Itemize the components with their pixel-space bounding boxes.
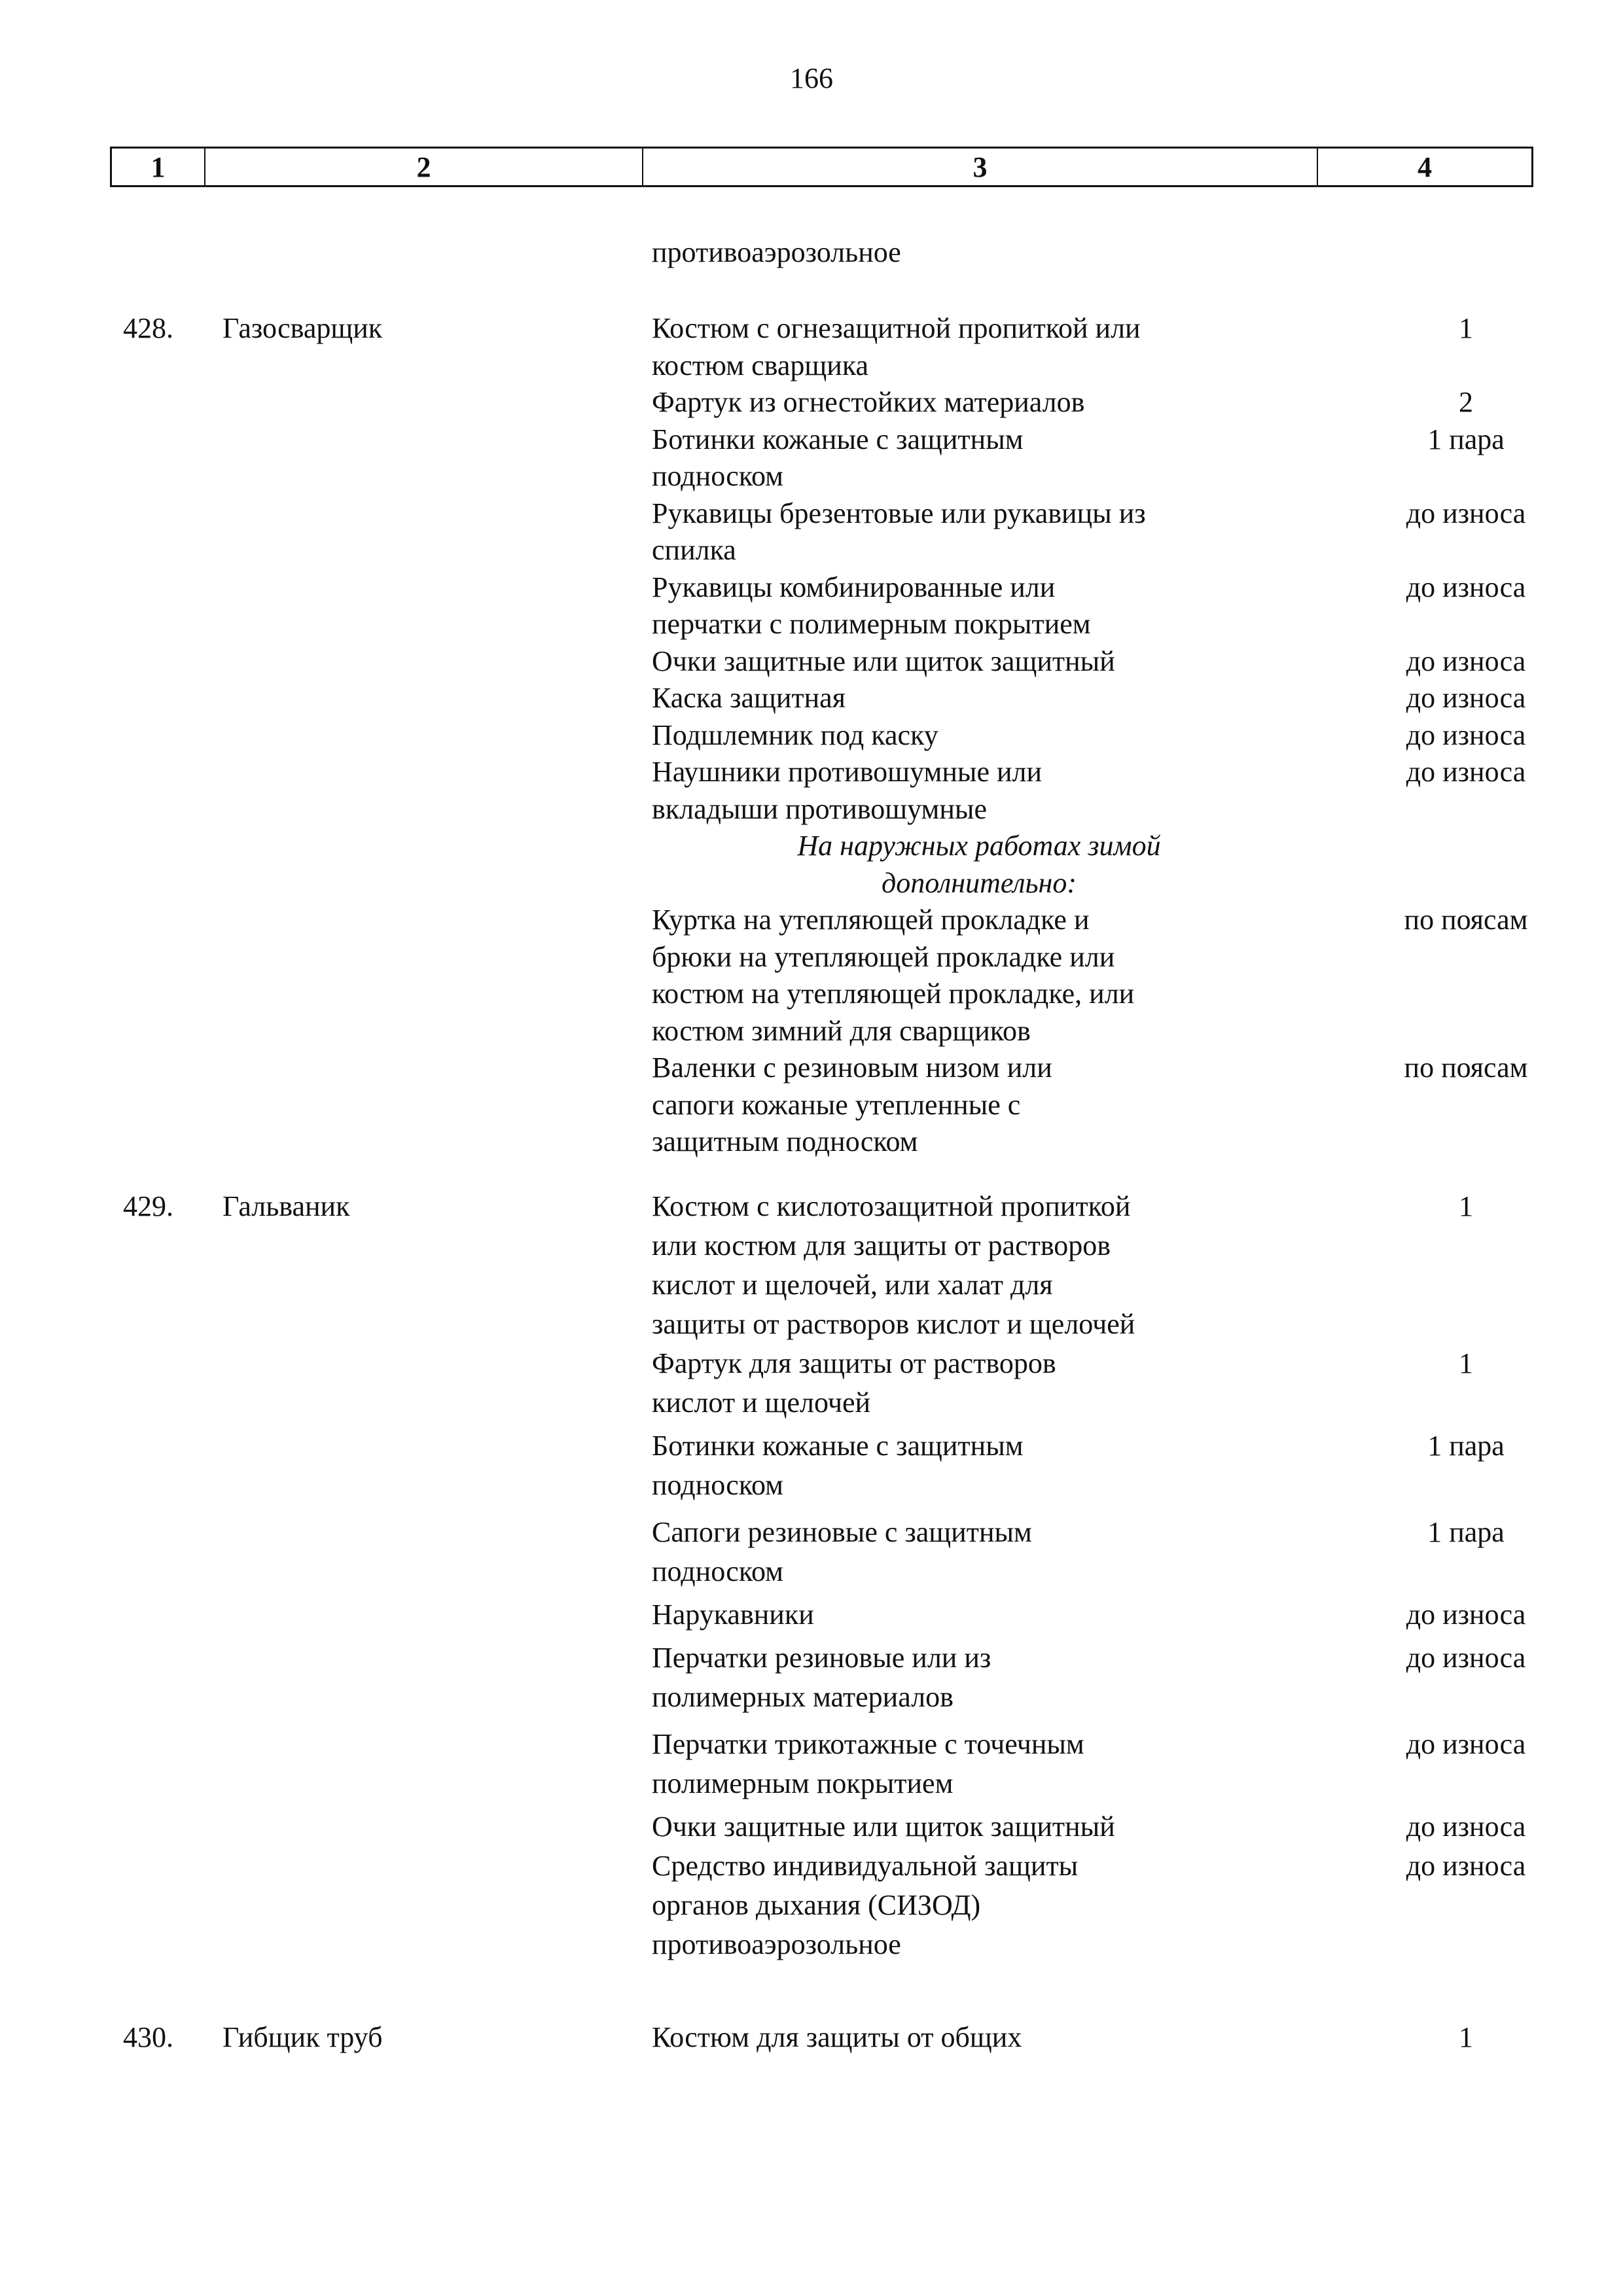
item-name: кислот и щелочей, или халат для <box>652 1269 1053 1301</box>
item-name: вкладыши противошумные <box>652 792 988 825</box>
item-quantity: 1 <box>1459 312 1473 344</box>
item-quantity: 1 пара <box>1427 1516 1505 1548</box>
item-name: Рукавицы брезентовые или рукавицы из <box>652 497 1146 529</box>
item-name: защитным подноском <box>652 1125 918 1157</box>
item-name: спилка <box>652 534 736 566</box>
entry-number: 429. <box>123 1190 173 1222</box>
profession-name: Гальваник <box>223 1190 350 1222</box>
item-name: защиты от растворов кислот и щелочей <box>652 1308 1135 1340</box>
item-name: подноском <box>652 1469 783 1501</box>
item-name: Костюм с огнезащитной пропиткой или <box>652 312 1141 344</box>
continuation-text: противоаэрозольное <box>652 236 901 268</box>
item-name: Костюм с кислотозащитной пропиткой <box>652 1190 1131 1222</box>
item-name: Перчатки резиновые или из <box>652 1642 991 1674</box>
item-quantity: до износа <box>1406 497 1526 529</box>
item-quantity: до износа <box>1406 1810 1526 1843</box>
column-header-3: 3 <box>643 149 1318 185</box>
item-quantity: 1 <box>1459 1347 1473 1379</box>
item-name: Ботинки кожаные с защитным <box>652 1430 1024 1462</box>
item-name: Наушники противошумные или <box>652 756 1043 788</box>
item-name: сапоги кожаные утепленные с <box>652 1088 1021 1121</box>
item-name: костюм сварщика <box>652 349 869 381</box>
item-name: Перчатки трикотажные с точечным <box>652 1728 1084 1760</box>
item-name: противоаэрозольное <box>652 1928 901 1960</box>
item-name: Очки защитные или щиток защитный <box>652 1810 1115 1843</box>
item-name: Куртка на утепляющей прокладке и <box>652 904 1090 936</box>
item-quantity: до износа <box>1406 1728 1526 1760</box>
item-quantity: 1 пара <box>1427 1430 1505 1462</box>
item-name: подноском <box>652 1555 783 1587</box>
item-name: кислот и щелочей <box>652 1386 871 1419</box>
item-name: полимерных материалов <box>652 1681 954 1713</box>
item-name: Подшлемник под каску <box>652 718 938 751</box>
item-name: или костюм для защиты от растворов <box>652 1229 1111 1262</box>
item-name: перчатки с полимерным покрытием <box>652 608 1091 640</box>
item-name: костюм зимний для сварщиков <box>652 1014 1031 1047</box>
item-quantity: до износа <box>1406 1850 1526 1882</box>
item-quantity: 1 <box>1459 1190 1473 1222</box>
item-name: Фартук для защиты от растворов <box>652 1347 1056 1379</box>
item-quantity: до износа <box>1406 1598 1526 1631</box>
item-quantity: 2 <box>1459 386 1473 418</box>
item-name: Очки защитные или щиток защитный <box>652 645 1115 677</box>
item-name: костюм на утепляющей прокладке, или <box>652 978 1135 1010</box>
column-header-1: 1 <box>112 149 205 185</box>
item-name: Рукавицы комбинированные или <box>652 571 1056 603</box>
item-name: Ботинки кожаные с защитным <box>652 423 1024 455</box>
item-name: Средство индивидуальной защиты <box>652 1850 1079 1882</box>
winter-subheading: дополнительно: <box>881 866 1077 899</box>
item-name: полимерным покрытием <box>652 1767 954 1799</box>
item-quantity: 1 <box>1459 2021 1473 2053</box>
item-quantity: до износа <box>1406 718 1526 751</box>
item-name: подноском <box>652 460 783 492</box>
entry-number: 430. <box>123 2021 173 2053</box>
item-name: Нарукавники <box>652 1598 814 1631</box>
item-name: Каска защитная <box>652 682 846 714</box>
entry-number: 428. <box>123 312 173 344</box>
item-name: Сапоги резиновые с защитным <box>652 1516 1032 1548</box>
item-quantity: до износа <box>1406 1642 1526 1674</box>
profession-name: Газосварщик <box>223 312 383 344</box>
item-name: Валенки с резиновым низом или <box>652 1051 1052 1084</box>
item-name: Фартук из огнестойких материалов <box>652 386 1085 418</box>
item-quantity: по поясам <box>1404 1051 1528 1084</box>
profession-name: Гибщик труб <box>223 2021 383 2053</box>
winter-subheading: На наружных работах зимой <box>797 830 1161 862</box>
item-quantity: до износа <box>1406 571 1526 603</box>
item-quantity: до износа <box>1406 682 1526 714</box>
column-header-4: 4 <box>1418 150 1432 183</box>
page-number: 166 <box>790 62 833 94</box>
column-header-2: 2 <box>205 149 643 185</box>
item-quantity: по поясам <box>1404 904 1528 936</box>
item-quantity: до износа <box>1406 645 1526 677</box>
item-quantity: до износа <box>1406 756 1526 788</box>
item-quantity: 1 пара <box>1427 423 1505 455</box>
item-name: органов дыхания (СИЗОД) <box>652 1889 981 1921</box>
item-name: Костюм для защиты от общих <box>652 2021 1022 2053</box>
item-name: брюки на утепляющей прокладке или <box>652 940 1115 973</box>
